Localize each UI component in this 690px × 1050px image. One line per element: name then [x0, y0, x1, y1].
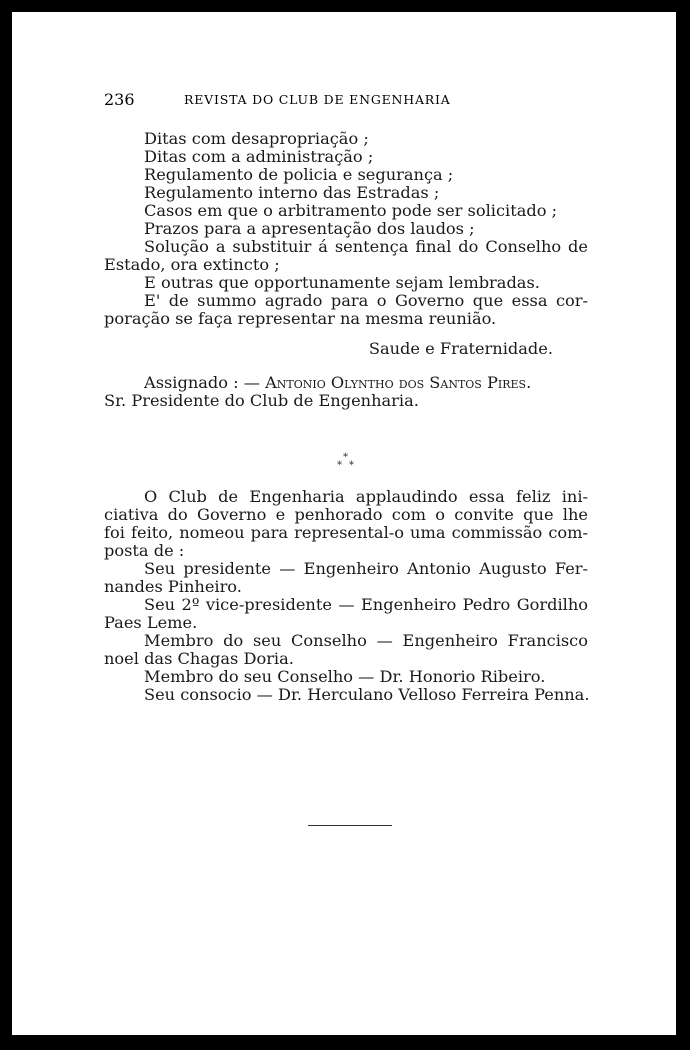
closing-text: Saude e Fraternidade.: [368, 339, 553, 358]
text-line: Membro do seu Conselho — Engenheiro Francisco: [144, 632, 588, 650]
text-line: Seu consocio — Dr. Herculano Velloso Ferreira Penna.: [144, 685, 590, 704]
text-line: Estado, ora extincto ;: [104, 255, 280, 274]
asterisk-top: *: [343, 452, 348, 463]
list-of-topics: [104, 130, 588, 328]
text-line: poração se faça representar na mesma reunião.: [104, 309, 497, 328]
text-line: Solução a substituir á sentença final do Conselho de: [144, 238, 588, 256]
text-line: O Club de Engenharia applaudindo essa feliz ini-: [144, 488, 588, 506]
text-line: Casos em que o arbitramento pode ser solicitado ;: [144, 201, 558, 220]
signatory-name: Antonio Olyntho dos Santos Pires.: [265, 373, 532, 392]
text-line: ciativa do Governo e penhorado com o convite que lhe: [104, 506, 588, 524]
text-line: Ditas com a administração ;: [144, 147, 374, 166]
signature-block: [104, 374, 588, 410]
text-line: Regulamento de policia e segurança ;: [144, 165, 454, 184]
section-end-rule: [308, 825, 392, 826]
text-line: Ditas com desapropriação ;: [144, 129, 369, 148]
text-line: Membro do seu Conselho — Dr. Honorio Ribeiro.: [144, 667, 546, 686]
text-line: posta de :: [104, 541, 185, 560]
text-line: Paes Leme.: [104, 613, 198, 632]
text-line: nandes Pinheiro.: [104, 577, 242, 596]
commission-paragraph: [104, 488, 588, 704]
running-title: REVISTA DO CLUB DE ENGENHARIA: [184, 92, 451, 107]
text-line: noel das Chagas Doria.: [104, 649, 294, 668]
text-line: Regulamento interno das Estradas ;: [144, 183, 440, 202]
signature-line: [104, 374, 588, 392]
asterisk-right: *: [349, 460, 354, 471]
page-header: [104, 90, 588, 114]
text-line: E' de summo agrado para o Governo que essa cor-: [144, 292, 588, 310]
asterism-divider: [332, 452, 362, 476]
text-line: E outras que opportunamente sejam lembradas.: [144, 273, 540, 292]
signed-label: Assignado : —: [144, 373, 266, 392]
asterisk-left: *: [337, 460, 342, 471]
text-line: Seu 2º vice-presidente — Engenheiro Pedro Gordilho: [144, 596, 588, 614]
recipient-line: Sr. Presidente do Club de Engenharia.: [104, 391, 419, 410]
text-line: Prazos para a apresentação dos laudos ;: [144, 219, 475, 238]
text-line: foi feito, nomeou para represental-o uma commissão com-: [104, 524, 588, 542]
text-line: Seu presidente — Engenheiro Antonio Augusto Fer-: [144, 560, 588, 578]
page-number: 236: [104, 90, 135, 109]
closing-salutation: [104, 340, 588, 358]
page: [12, 12, 676, 1035]
